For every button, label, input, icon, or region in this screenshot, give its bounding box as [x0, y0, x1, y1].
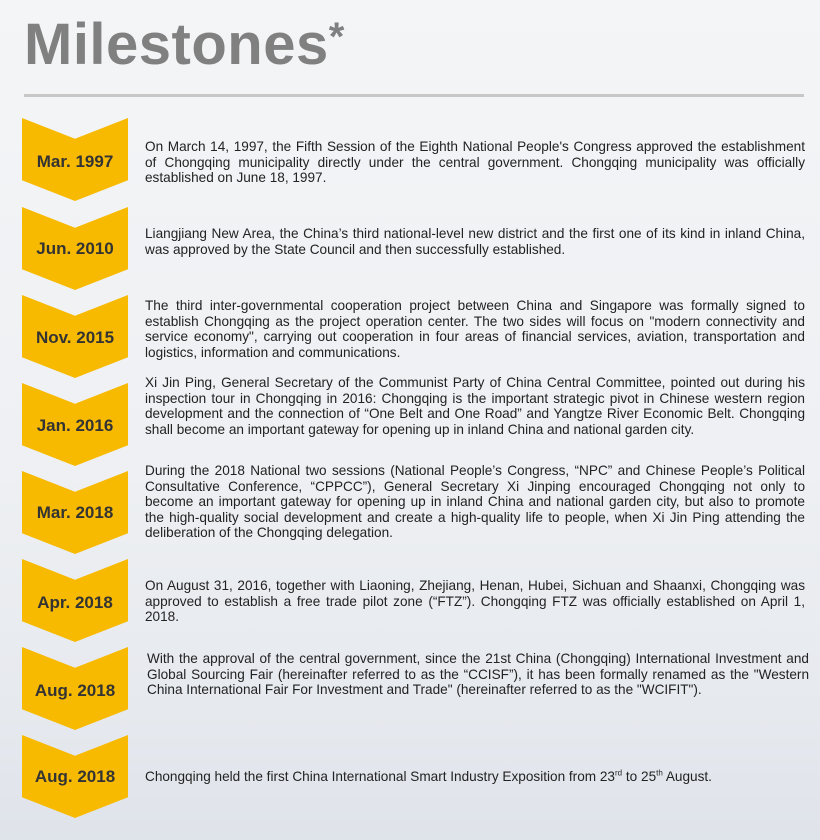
milestone-description: Liangjiang New Area, the China’s third national-level new district and the first one of its kind in inland China, was approved by the State Council and then successfully established.: [145, 226, 805, 257]
milestone-description: [145, 769, 805, 785]
ordinal-suffix: rd: [615, 768, 623, 778]
milestone-date: Mar. 1997: [36, 152, 114, 171]
milestone-date: Jun. 2010: [36, 239, 114, 258]
milestone-description: The third inter-governmental cooperation project between China and Singapore was formally signed to establish Chongqing as the project operation center. The two sides will focus on "modern connectivity and service economy", carrying out cooperation in four areas of financial services, aviation, transportation and logistics, information and communications.: [145, 298, 805, 360]
milestone-description: During the 2018 National two sessions (National People’s Congress, “NPC” and Chinese People’s Political Consultative Conference, “CPPCC”), General Secretary Xi Jinping encouraged Chongqing not only to become an important gateway for opening up in inland China and national garden city, but also to promote the high-quality social development and create a high-quality life to people, when Xi Jin Ping attending the deliberation of the Chongqing delegation.: [145, 463, 805, 540]
milestone-date: Aug. 2018: [34, 681, 116, 700]
milestone-text-part: to 25: [622, 769, 657, 784]
ordinal-suffix: th: [656, 768, 663, 778]
milestone-description: On March 14, 1997, the Fifth Session of the Eighth National People's Congress approved the establishment of Chongqing municipality directly under the central government. Chongqing municipality was officially established on June 18, 1997.: [145, 139, 805, 185]
milestone-description: Xi Jin Ping, General Secretary of the Communist Party of China Central Committee, pointed out during his inspection tour in Chongqing in 2016: Chongqing is the important strategic pivot in Chinese western region development and the connection of “One Belt and One Road” and Yangtze River Economic Belt. Chongqing shall become an important gateway for opening up in inland China and national garden city.: [145, 375, 805, 437]
title-asterisk: *: [328, 15, 345, 59]
milestone-text-part: Chongqing held the first China International Smart Industry Exposition from 23: [145, 769, 615, 784]
milestone-date: Mar. 2018: [36, 503, 114, 522]
milestone-description: On August 31, 2016, together with Liaoning, Zhejiang, Henan, Hubei, Sichuan and Shaanxi, Chongqing was approved to establish a free trade pilot zone (“FTZ”). Chongqing FTZ was officially established on April 1, 2018.: [145, 578, 805, 624]
milestone-description: With the approval of the central government, since the 21st China (Chongqing) International Investment and Global Sourcing Fair (hereinafter referred to as the “CCISF”), it has been formally renamed as the "Western China International Fair For Investment and Trade" (hereinafter referred to as the "WCIFIT").: [147, 651, 809, 697]
milestone-date: Nov. 2015: [35, 328, 115, 347]
milestone-text-part: August.: [662, 769, 712, 784]
milestone-date: Jan. 2016: [36, 416, 114, 435]
page-title-text: Milestones: [24, 12, 329, 77]
milestone-date: Aug. 2018: [34, 767, 116, 786]
milestone-date: Apr. 2018: [37, 593, 113, 612]
